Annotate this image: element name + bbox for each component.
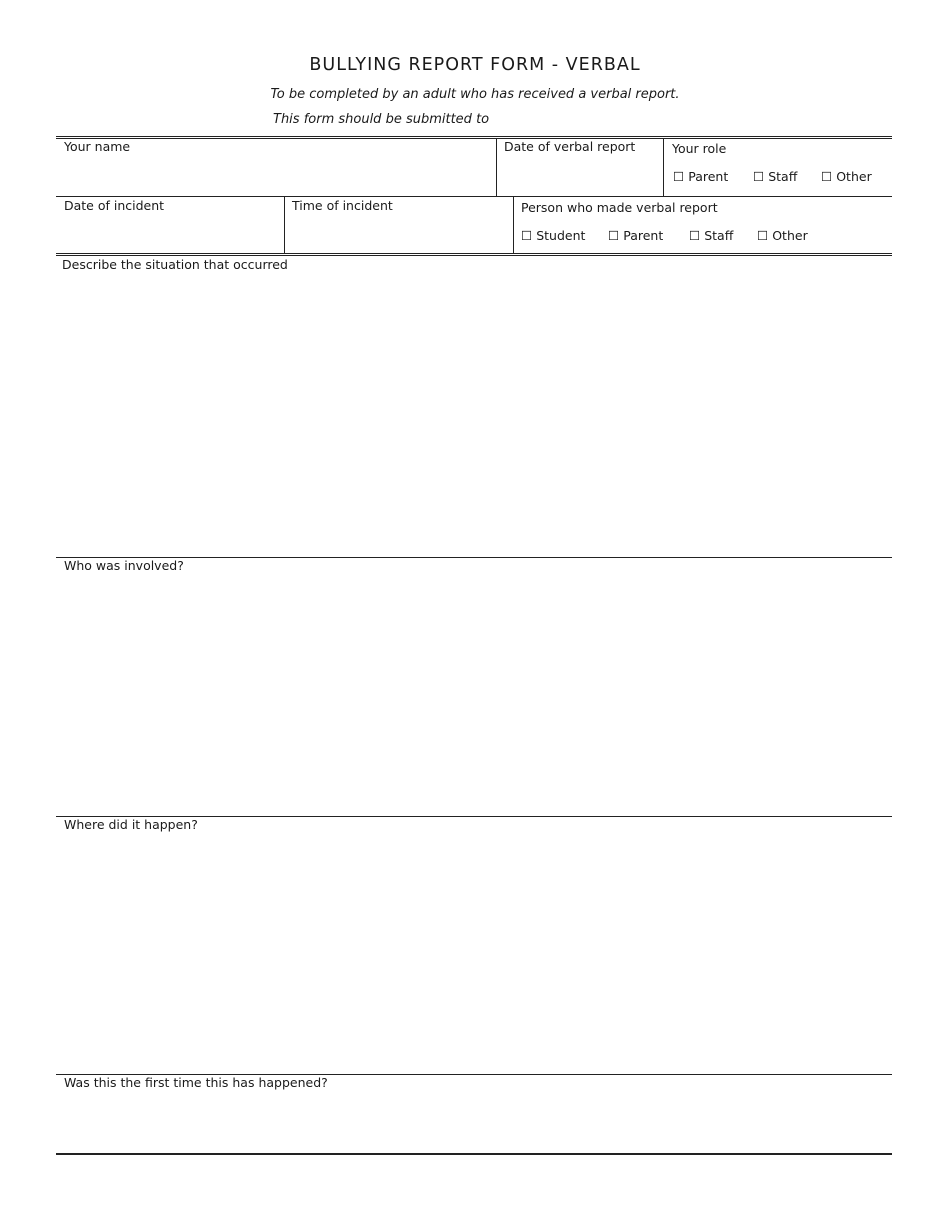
table-bottom-border-1 <box>56 253 892 254</box>
time-of-incident-field[interactable] <box>285 197 513 253</box>
table-bottom-border-2 <box>56 255 892 256</box>
first-time-area[interactable] <box>56 1075 892 1153</box>
describe-situation-area[interactable] <box>56 257 892 557</box>
person-reporting-label: Person who made verbal report <box>521 200 718 215</box>
date-of-verbal-report-label: Date of verbal report <box>504 139 636 154</box>
reporter-parent-label: Parent <box>623 228 664 243</box>
checkbox-icon: ☐ <box>689 228 701 243</box>
first-time-label: Was this the first time this has happened? <box>64 1075 328 1090</box>
your-role-cell <box>664 138 892 196</box>
role-other-checkbox[interactable] <box>821 169 872 184</box>
date-of-incident-field[interactable] <box>56 197 284 253</box>
reporter-student-label: Student <box>536 228 586 243</box>
checkbox-icon: ☐ <box>673 169 685 184</box>
where-happened-label: Where did it happen? <box>64 817 198 832</box>
form-subtitle: To be completed by an adult who has received a verbal report. <box>270 87 680 102</box>
reporter-other-checkbox[interactable] <box>757 228 808 243</box>
reporter-student-checkbox[interactable] <box>521 228 585 243</box>
your-name-label: Your name <box>64 139 131 154</box>
reporter-other-label: Other <box>772 228 808 243</box>
person-reporting-cell <box>514 197 892 253</box>
your-name-field[interactable] <box>56 138 496 196</box>
checkbox-icon: ☐ <box>521 228 533 243</box>
reporter-parent-checkbox[interactable] <box>608 228 663 243</box>
role-staff-checkbox[interactable] <box>753 169 797 184</box>
where-happened-area[interactable] <box>56 817 892 1074</box>
form-bottom-border <box>56 1153 892 1155</box>
checkbox-icon: ☐ <box>608 228 620 243</box>
checkbox-icon: ☐ <box>757 228 769 243</box>
form-title: BULLYING REPORT FORM - VERBAL <box>309 55 641 75</box>
date-of-verbal-report-field[interactable] <box>497 138 663 196</box>
describe-situation-label: Describe the situation that occurred <box>62 257 288 272</box>
time-of-incident-label: Time of incident <box>292 198 393 213</box>
role-staff-label: Staff <box>768 169 798 184</box>
your-role-label: Your role <box>672 141 727 156</box>
role-parent-label: Parent <box>688 169 729 184</box>
role-other-label: Other <box>836 169 872 184</box>
checkbox-icon: ☐ <box>753 169 765 184</box>
role-parent-checkbox[interactable] <box>673 169 728 184</box>
who-involved-label: Who was involved? <box>64 558 184 573</box>
reporter-staff-label: Staff <box>704 228 734 243</box>
submitted-to-label: This form should be submitted to <box>273 112 490 127</box>
reporter-staff-checkbox[interactable] <box>689 228 733 243</box>
who-involved-area[interactable] <box>56 558 892 816</box>
checkbox-icon: ☐ <box>821 169 833 184</box>
table-top-border-1 <box>56 136 892 137</box>
date-of-incident-label: Date of incident <box>64 198 165 213</box>
